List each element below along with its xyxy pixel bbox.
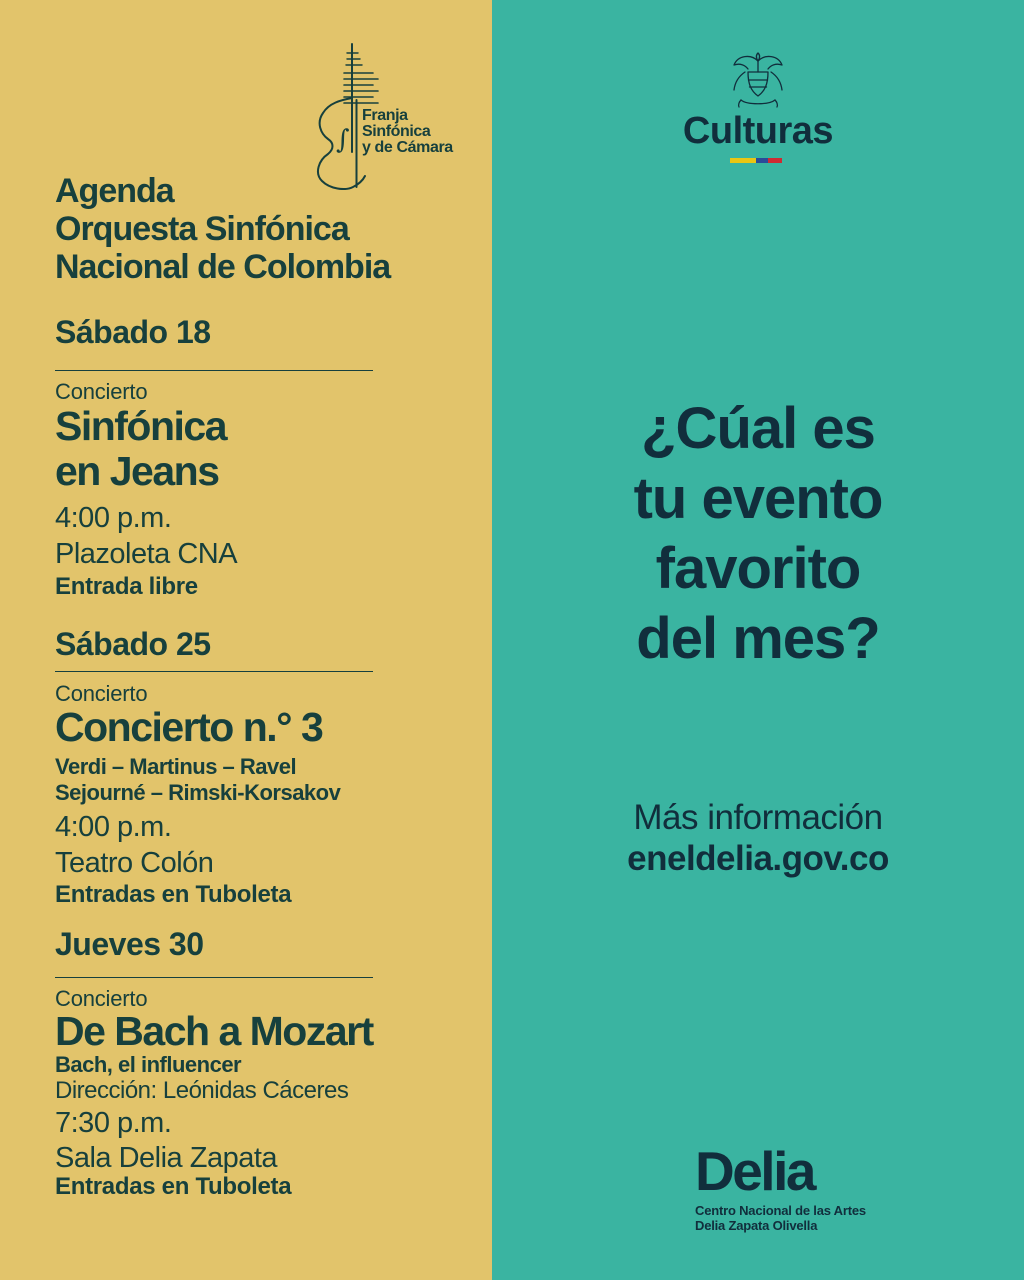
event-venue: Plazoleta CNA	[55, 538, 238, 570]
event-title: Concierto n.° 3	[55, 704, 323, 750]
event-type-label: Concierto	[55, 986, 148, 1011]
info-text: Más información	[633, 798, 883, 837]
delia-wordmark: Delia	[695, 1140, 814, 1202]
section-day-heading: Sábado 25	[55, 626, 211, 662]
question-line4: del mes?	[636, 606, 880, 671]
franja-logo-text-line2: Sinfónica	[362, 123, 431, 140]
event-title: De Bach a Mozart	[55, 1008, 373, 1054]
event-time-venue	[55, 1106, 277, 1176]
page-title-line2: Orquesta Sinfónica	[55, 210, 349, 248]
culturas-wordmark: Culturas	[682, 110, 834, 152]
event-time: 4:00 p.m.	[55, 811, 172, 843]
info-block	[492, 797, 1024, 879]
question-line2: tu evento	[633, 466, 883, 531]
section-day-heading: Sábado 18	[55, 314, 211, 350]
section-divider	[55, 370, 373, 371]
event-tickets: Entradas en Tuboleta	[55, 1173, 292, 1200]
event-title-line2: en Jeans	[55, 448, 219, 494]
franja-logo-text-line1: Franja	[362, 107, 408, 124]
question-text	[492, 394, 1024, 674]
delia-logo	[695, 1140, 866, 1233]
event-time: 7:30 p.m.	[55, 1107, 172, 1139]
delia-subtitle-line2: Delia Zapata Olivella	[695, 1217, 818, 1233]
event-time-venue	[55, 500, 237, 572]
info-url: eneldelia.gov.co	[627, 839, 889, 878]
colombia-flag-bar	[730, 158, 782, 163]
section-divider	[55, 671, 373, 672]
event-time: 4:00 p.m.	[55, 502, 172, 534]
question-line3: favorito	[655, 536, 861, 601]
franja-logo-text-line3: y de Cámara	[362, 139, 453, 156]
delia-subtitle-line1: Centro Nacional de las Artes	[695, 1203, 866, 1218]
event-type-label: Concierto	[55, 379, 148, 404]
flag-blue-segment	[756, 158, 768, 163]
event-program-line2: Sejourné – Rimski-Korsakov	[55, 780, 341, 805]
page-title	[55, 172, 390, 286]
flag-red-segment	[768, 158, 782, 163]
page-title-line3: Nacional de Colombia	[55, 248, 391, 286]
event-title-line1: Sinfónica	[55, 403, 227, 449]
event-subtitle: Bach, el influencer	[55, 1052, 242, 1077]
event-venue: Teatro Colón	[55, 847, 214, 879]
section-day-heading: Jueves 30	[55, 926, 204, 962]
event-title	[55, 404, 226, 494]
event-type-label: Concierto	[55, 681, 148, 706]
page-title-line1: Agenda	[55, 172, 174, 210]
flag-yellow-segment	[730, 158, 756, 163]
franja-sinfonica-logo	[303, 40, 473, 190]
event-program	[55, 754, 340, 806]
question-line1: ¿Cúal es	[641, 396, 875, 461]
event-tickets: Entradas en Tuboleta	[55, 881, 292, 908]
event-venue: Sala Delia Zapata	[55, 1142, 278, 1174]
event-program-line1: Verdi – Martinus – Ravel	[55, 754, 297, 779]
event-tickets: Entrada libre	[55, 573, 198, 600]
event-time-venue	[55, 809, 213, 881]
violin-fhole-icon: ∫	[336, 125, 350, 155]
event-direction: Dirección: Leónidas Cáceres	[55, 1077, 349, 1104]
colombia-coat-of-arms-icon	[729, 50, 787, 112]
section-divider	[55, 977, 373, 978]
